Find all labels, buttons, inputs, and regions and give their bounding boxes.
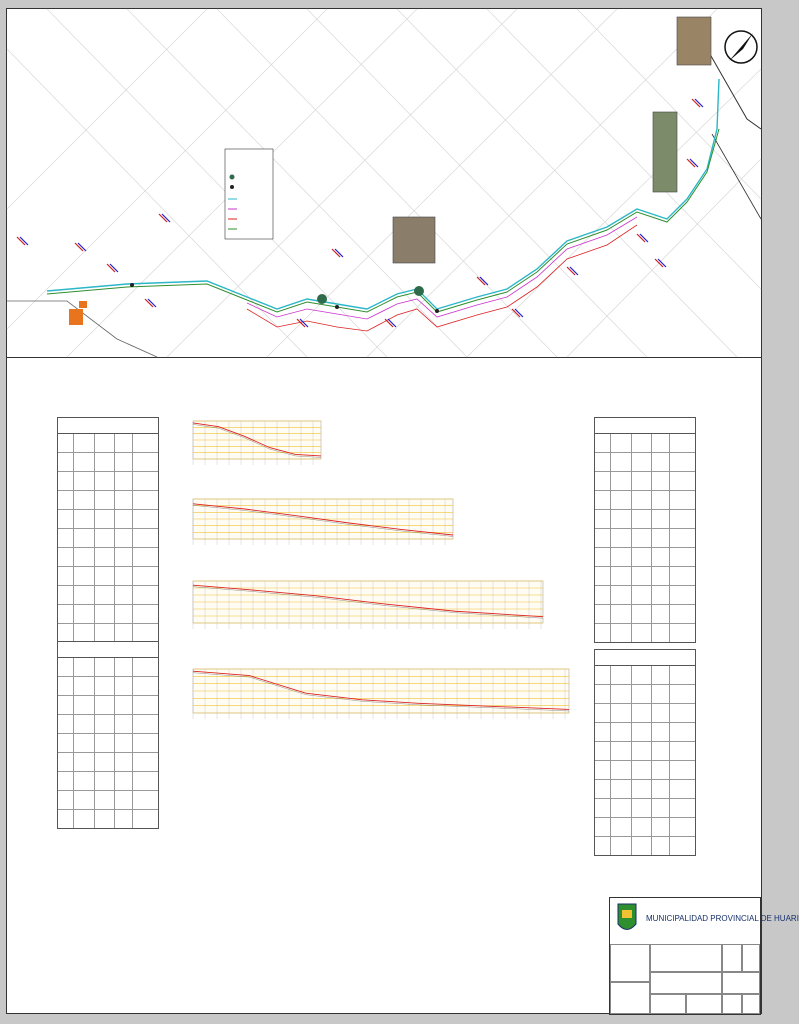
table-cell bbox=[595, 837, 611, 855]
project-label bbox=[610, 944, 650, 982]
table-cell bbox=[632, 567, 652, 585]
table-cell bbox=[133, 472, 158, 490]
sheet-id bbox=[742, 944, 760, 972]
col-header bbox=[670, 434, 695, 452]
table-cell bbox=[133, 548, 158, 566]
project-text bbox=[650, 944, 722, 972]
table-cell bbox=[115, 624, 133, 642]
table-cell bbox=[74, 510, 94, 528]
table-cell bbox=[670, 780, 695, 798]
longitudinal-profile-2 bbox=[183, 489, 455, 551]
table-title bbox=[595, 650, 695, 666]
table-cell bbox=[670, 605, 695, 623]
longitudinal-profile-4 bbox=[183, 659, 571, 725]
table-cell bbox=[652, 818, 670, 836]
table-row bbox=[595, 472, 695, 491]
table-cell bbox=[95, 810, 115, 828]
col-header bbox=[58, 434, 74, 452]
data-table-b bbox=[57, 641, 159, 829]
table-cell bbox=[115, 510, 133, 528]
table-cell bbox=[670, 491, 695, 509]
table-row bbox=[595, 624, 695, 642]
table-cell bbox=[595, 780, 611, 798]
table-cell bbox=[632, 704, 652, 722]
table-cell bbox=[611, 586, 631, 604]
table-cell bbox=[115, 453, 133, 471]
table-cell bbox=[670, 624, 695, 642]
table-cell bbox=[58, 791, 74, 809]
table-cell bbox=[632, 548, 652, 566]
site-photo-2 bbox=[653, 112, 677, 192]
col-header bbox=[115, 658, 133, 676]
table-cell bbox=[595, 453, 611, 471]
table-cell bbox=[74, 472, 94, 490]
table-cell bbox=[611, 491, 631, 509]
table-cell bbox=[611, 472, 631, 490]
col-header bbox=[632, 666, 652, 684]
table-cell bbox=[670, 567, 695, 585]
plan-view bbox=[7, 9, 761, 358]
table-row bbox=[595, 605, 695, 624]
table-cell bbox=[632, 605, 652, 623]
table-cell bbox=[115, 696, 133, 714]
section-markers bbox=[17, 99, 703, 327]
table-cell bbox=[133, 567, 158, 585]
data-table-a bbox=[57, 417, 159, 643]
table-cell bbox=[133, 734, 158, 752]
plan-grid bbox=[7, 9, 761, 357]
table-cell bbox=[652, 510, 670, 528]
table-header bbox=[58, 658, 158, 677]
table-cell bbox=[133, 677, 158, 695]
col-header bbox=[133, 434, 158, 452]
table-cell bbox=[652, 704, 670, 722]
table-cell bbox=[133, 529, 158, 547]
table-cell bbox=[632, 723, 652, 741]
table-cell bbox=[611, 780, 631, 798]
table-cell bbox=[58, 529, 74, 547]
table-cell bbox=[115, 567, 133, 585]
table-cell bbox=[115, 472, 133, 490]
table-cell bbox=[670, 761, 695, 779]
table-cell bbox=[611, 567, 631, 585]
table-cell bbox=[611, 529, 631, 547]
table-row bbox=[595, 818, 695, 837]
col-header bbox=[58, 658, 74, 676]
table-cell bbox=[58, 677, 74, 695]
col-header bbox=[595, 434, 611, 452]
table-cell bbox=[74, 753, 94, 771]
table-cell bbox=[611, 704, 631, 722]
table-cell bbox=[133, 791, 158, 809]
table-header bbox=[595, 434, 695, 453]
table-cell bbox=[115, 491, 133, 509]
table-cell bbox=[632, 742, 652, 760]
table-cell bbox=[652, 761, 670, 779]
table-cell bbox=[115, 529, 133, 547]
table-cell bbox=[632, 685, 652, 703]
table-cell bbox=[652, 491, 670, 509]
table-cell bbox=[652, 837, 670, 855]
table-cell bbox=[652, 742, 670, 760]
table-cell bbox=[95, 510, 115, 528]
table-cell bbox=[133, 586, 158, 604]
table-cell bbox=[652, 453, 670, 471]
table-row bbox=[58, 529, 158, 548]
table-row bbox=[58, 586, 158, 605]
table-cell bbox=[670, 586, 695, 604]
table-cell bbox=[652, 529, 670, 547]
table-cell bbox=[595, 529, 611, 547]
table-cell bbox=[632, 799, 652, 817]
table-cell bbox=[611, 510, 631, 528]
table-cell bbox=[652, 624, 670, 642]
table-cell bbox=[652, 586, 670, 604]
table-cell bbox=[595, 685, 611, 703]
table-row bbox=[595, 761, 695, 780]
table-cell bbox=[652, 548, 670, 566]
table-cell bbox=[652, 567, 670, 585]
table-cell bbox=[632, 586, 652, 604]
table-cell bbox=[595, 567, 611, 585]
table-cell bbox=[632, 510, 652, 528]
table-row bbox=[58, 715, 158, 734]
table-row bbox=[58, 677, 158, 696]
table-cell bbox=[670, 453, 695, 471]
table-cell bbox=[595, 605, 611, 623]
table-cell bbox=[632, 453, 652, 471]
table-cell bbox=[95, 491, 115, 509]
table-cell bbox=[115, 753, 133, 771]
legend-box bbox=[225, 149, 273, 239]
table-cell bbox=[115, 734, 133, 752]
table-cell bbox=[652, 799, 670, 817]
table-cell bbox=[670, 723, 695, 741]
table-cell bbox=[632, 529, 652, 547]
table-cell bbox=[133, 810, 158, 828]
table-cell bbox=[95, 548, 115, 566]
table-cell bbox=[595, 472, 611, 490]
table-cell bbox=[58, 696, 74, 714]
table-row bbox=[595, 685, 695, 704]
table-cell bbox=[595, 761, 611, 779]
table-cell bbox=[611, 624, 631, 642]
table-cell bbox=[74, 624, 94, 642]
table-cell bbox=[58, 472, 74, 490]
table-row bbox=[595, 510, 695, 529]
title-field bbox=[742, 994, 760, 1014]
site-photo-1 bbox=[393, 217, 435, 263]
table-header bbox=[58, 434, 158, 453]
table-cell bbox=[595, 510, 611, 528]
table-cell bbox=[652, 605, 670, 623]
table-cell bbox=[595, 723, 611, 741]
table-cell bbox=[611, 761, 631, 779]
table-cell bbox=[58, 605, 74, 623]
table-row bbox=[58, 772, 158, 791]
table-cell bbox=[632, 491, 652, 509]
route-magenta bbox=[247, 217, 637, 319]
table-cell bbox=[670, 818, 695, 836]
table-cell bbox=[95, 734, 115, 752]
table-cell bbox=[58, 510, 74, 528]
table-row bbox=[58, 548, 158, 567]
table-cell bbox=[670, 704, 695, 722]
title-block-grid bbox=[610, 944, 760, 1014]
table-cell bbox=[670, 548, 695, 566]
table-row bbox=[58, 753, 158, 772]
col-header bbox=[74, 658, 94, 676]
table-cell bbox=[611, 605, 631, 623]
table-cell bbox=[611, 799, 631, 817]
table-cell bbox=[652, 685, 670, 703]
table-row bbox=[58, 791, 158, 810]
table-cell bbox=[115, 548, 133, 566]
municipality-logo-icon bbox=[616, 902, 638, 936]
table-row bbox=[595, 780, 695, 799]
table-cell bbox=[58, 567, 74, 585]
table-title bbox=[595, 418, 695, 434]
table-title bbox=[58, 642, 158, 658]
table-cell bbox=[595, 586, 611, 604]
col-header bbox=[611, 666, 631, 684]
table-cell bbox=[632, 818, 652, 836]
table-cell bbox=[133, 753, 158, 771]
table-cell bbox=[95, 529, 115, 547]
table-cell bbox=[58, 753, 74, 771]
table-row bbox=[58, 810, 158, 828]
col-header bbox=[74, 434, 94, 452]
table-cell bbox=[595, 704, 611, 722]
table-row bbox=[58, 567, 158, 586]
table-cell bbox=[95, 753, 115, 771]
table-cell bbox=[74, 715, 94, 733]
table-cell bbox=[133, 605, 158, 623]
table-cell bbox=[74, 548, 94, 566]
table-cell bbox=[133, 453, 158, 471]
table-cell bbox=[133, 624, 158, 642]
table-cell bbox=[95, 453, 115, 471]
title-field bbox=[686, 994, 722, 1014]
table-cell bbox=[95, 472, 115, 490]
table-cell bbox=[58, 734, 74, 752]
table-cell bbox=[115, 605, 133, 623]
table-row bbox=[58, 624, 158, 642]
table-cell bbox=[611, 685, 631, 703]
longitudinal-profile-1 bbox=[183, 411, 323, 471]
table-row bbox=[58, 510, 158, 529]
table-cell bbox=[652, 472, 670, 490]
table-cell bbox=[611, 548, 631, 566]
table-cell bbox=[670, 472, 695, 490]
table-cell bbox=[670, 742, 695, 760]
table-cell bbox=[95, 624, 115, 642]
table-row bbox=[595, 548, 695, 567]
col-header bbox=[632, 434, 652, 452]
table-cell bbox=[632, 780, 652, 798]
table-cell bbox=[595, 491, 611, 509]
table-row bbox=[595, 567, 695, 586]
table-title bbox=[58, 418, 158, 434]
table-cell bbox=[670, 510, 695, 528]
title-field bbox=[650, 994, 686, 1014]
title-field bbox=[722, 944, 742, 972]
site-photo-3 bbox=[677, 17, 711, 65]
title-block-header bbox=[610, 898, 799, 945]
table-cell bbox=[133, 510, 158, 528]
table-cell bbox=[74, 491, 94, 509]
table-cell bbox=[95, 772, 115, 790]
table-cell bbox=[632, 837, 652, 855]
table-cell bbox=[74, 586, 94, 604]
table-cell bbox=[58, 491, 74, 509]
table-row bbox=[595, 453, 695, 472]
col-header bbox=[95, 434, 115, 452]
table-cell bbox=[58, 586, 74, 604]
table-row bbox=[58, 605, 158, 624]
table-cell bbox=[74, 696, 94, 714]
table-cell bbox=[74, 772, 94, 790]
longitudinal-profile-3 bbox=[183, 571, 545, 635]
table-cell bbox=[595, 548, 611, 566]
table-cell bbox=[595, 799, 611, 817]
table-cell bbox=[74, 810, 94, 828]
drawing-sheet bbox=[6, 8, 799, 1014]
table-row bbox=[58, 453, 158, 472]
table-cell bbox=[115, 586, 133, 604]
table-cell bbox=[95, 715, 115, 733]
table-cell bbox=[95, 567, 115, 585]
title-field bbox=[722, 972, 760, 994]
table-row bbox=[58, 491, 158, 510]
table-cell bbox=[95, 586, 115, 604]
table-row bbox=[58, 734, 158, 753]
table-row bbox=[595, 704, 695, 723]
table-cell bbox=[632, 761, 652, 779]
table-cell bbox=[632, 472, 652, 490]
table-header bbox=[595, 666, 695, 685]
table-cell bbox=[670, 799, 695, 817]
title-field bbox=[722, 994, 742, 1014]
table-cell bbox=[95, 696, 115, 714]
north-arrow-icon bbox=[725, 31, 757, 63]
col-header bbox=[115, 434, 133, 452]
table-cell bbox=[115, 772, 133, 790]
table-row bbox=[595, 837, 695, 855]
table-cell bbox=[595, 742, 611, 760]
plan-view-drawing bbox=[7, 9, 761, 357]
table-cell bbox=[670, 529, 695, 547]
table-cell bbox=[115, 810, 133, 828]
table-cell bbox=[95, 791, 115, 809]
table-cell bbox=[611, 723, 631, 741]
table-cell bbox=[74, 734, 94, 752]
table-row bbox=[595, 491, 695, 510]
table-row bbox=[595, 723, 695, 742]
table-row bbox=[58, 472, 158, 491]
table-cell bbox=[611, 742, 631, 760]
col-header bbox=[611, 434, 631, 452]
table-cell bbox=[611, 837, 631, 855]
table-cell bbox=[95, 677, 115, 695]
col-header bbox=[652, 434, 670, 452]
table-row bbox=[595, 742, 695, 761]
title-block bbox=[609, 897, 799, 1015]
table-cell bbox=[115, 791, 133, 809]
table-cell bbox=[74, 453, 94, 471]
table-cell bbox=[58, 453, 74, 471]
table-cell bbox=[74, 677, 94, 695]
table-cell bbox=[74, 791, 94, 809]
table-cell bbox=[115, 715, 133, 733]
col-header bbox=[595, 666, 611, 684]
table-cell bbox=[74, 529, 94, 547]
table-cell bbox=[133, 772, 158, 790]
plan-name bbox=[650, 972, 722, 994]
table-row bbox=[595, 586, 695, 605]
col-header bbox=[670, 666, 695, 684]
data-table-c bbox=[594, 417, 696, 643]
table-cell bbox=[115, 677, 133, 695]
col-header bbox=[133, 658, 158, 676]
table-cell bbox=[58, 810, 74, 828]
table-cell bbox=[133, 696, 158, 714]
table-cell bbox=[74, 605, 94, 623]
table-cell bbox=[74, 567, 94, 585]
table-cell bbox=[670, 837, 695, 855]
table-cell bbox=[652, 723, 670, 741]
table-cell bbox=[632, 624, 652, 642]
col-header bbox=[95, 658, 115, 676]
table-cell bbox=[58, 772, 74, 790]
table-cell bbox=[58, 715, 74, 733]
table-cell bbox=[58, 624, 74, 642]
table-row bbox=[58, 696, 158, 715]
location-block bbox=[610, 982, 650, 1014]
table-cell bbox=[133, 491, 158, 509]
table-cell bbox=[611, 818, 631, 836]
table-cell bbox=[611, 453, 631, 471]
table-cell bbox=[595, 624, 611, 642]
table-cell bbox=[670, 685, 695, 703]
municipality-name: MUNICIPALIDAD PROVINCIAL DE HUARI bbox=[646, 914, 799, 923]
table-cell bbox=[652, 780, 670, 798]
data-table-d bbox=[594, 649, 696, 856]
table-row bbox=[595, 799, 695, 818]
table-row bbox=[595, 529, 695, 548]
table-cell bbox=[95, 605, 115, 623]
table-cell bbox=[58, 548, 74, 566]
table-cell bbox=[133, 715, 158, 733]
table-cell bbox=[595, 818, 611, 836]
col-header bbox=[652, 666, 670, 684]
